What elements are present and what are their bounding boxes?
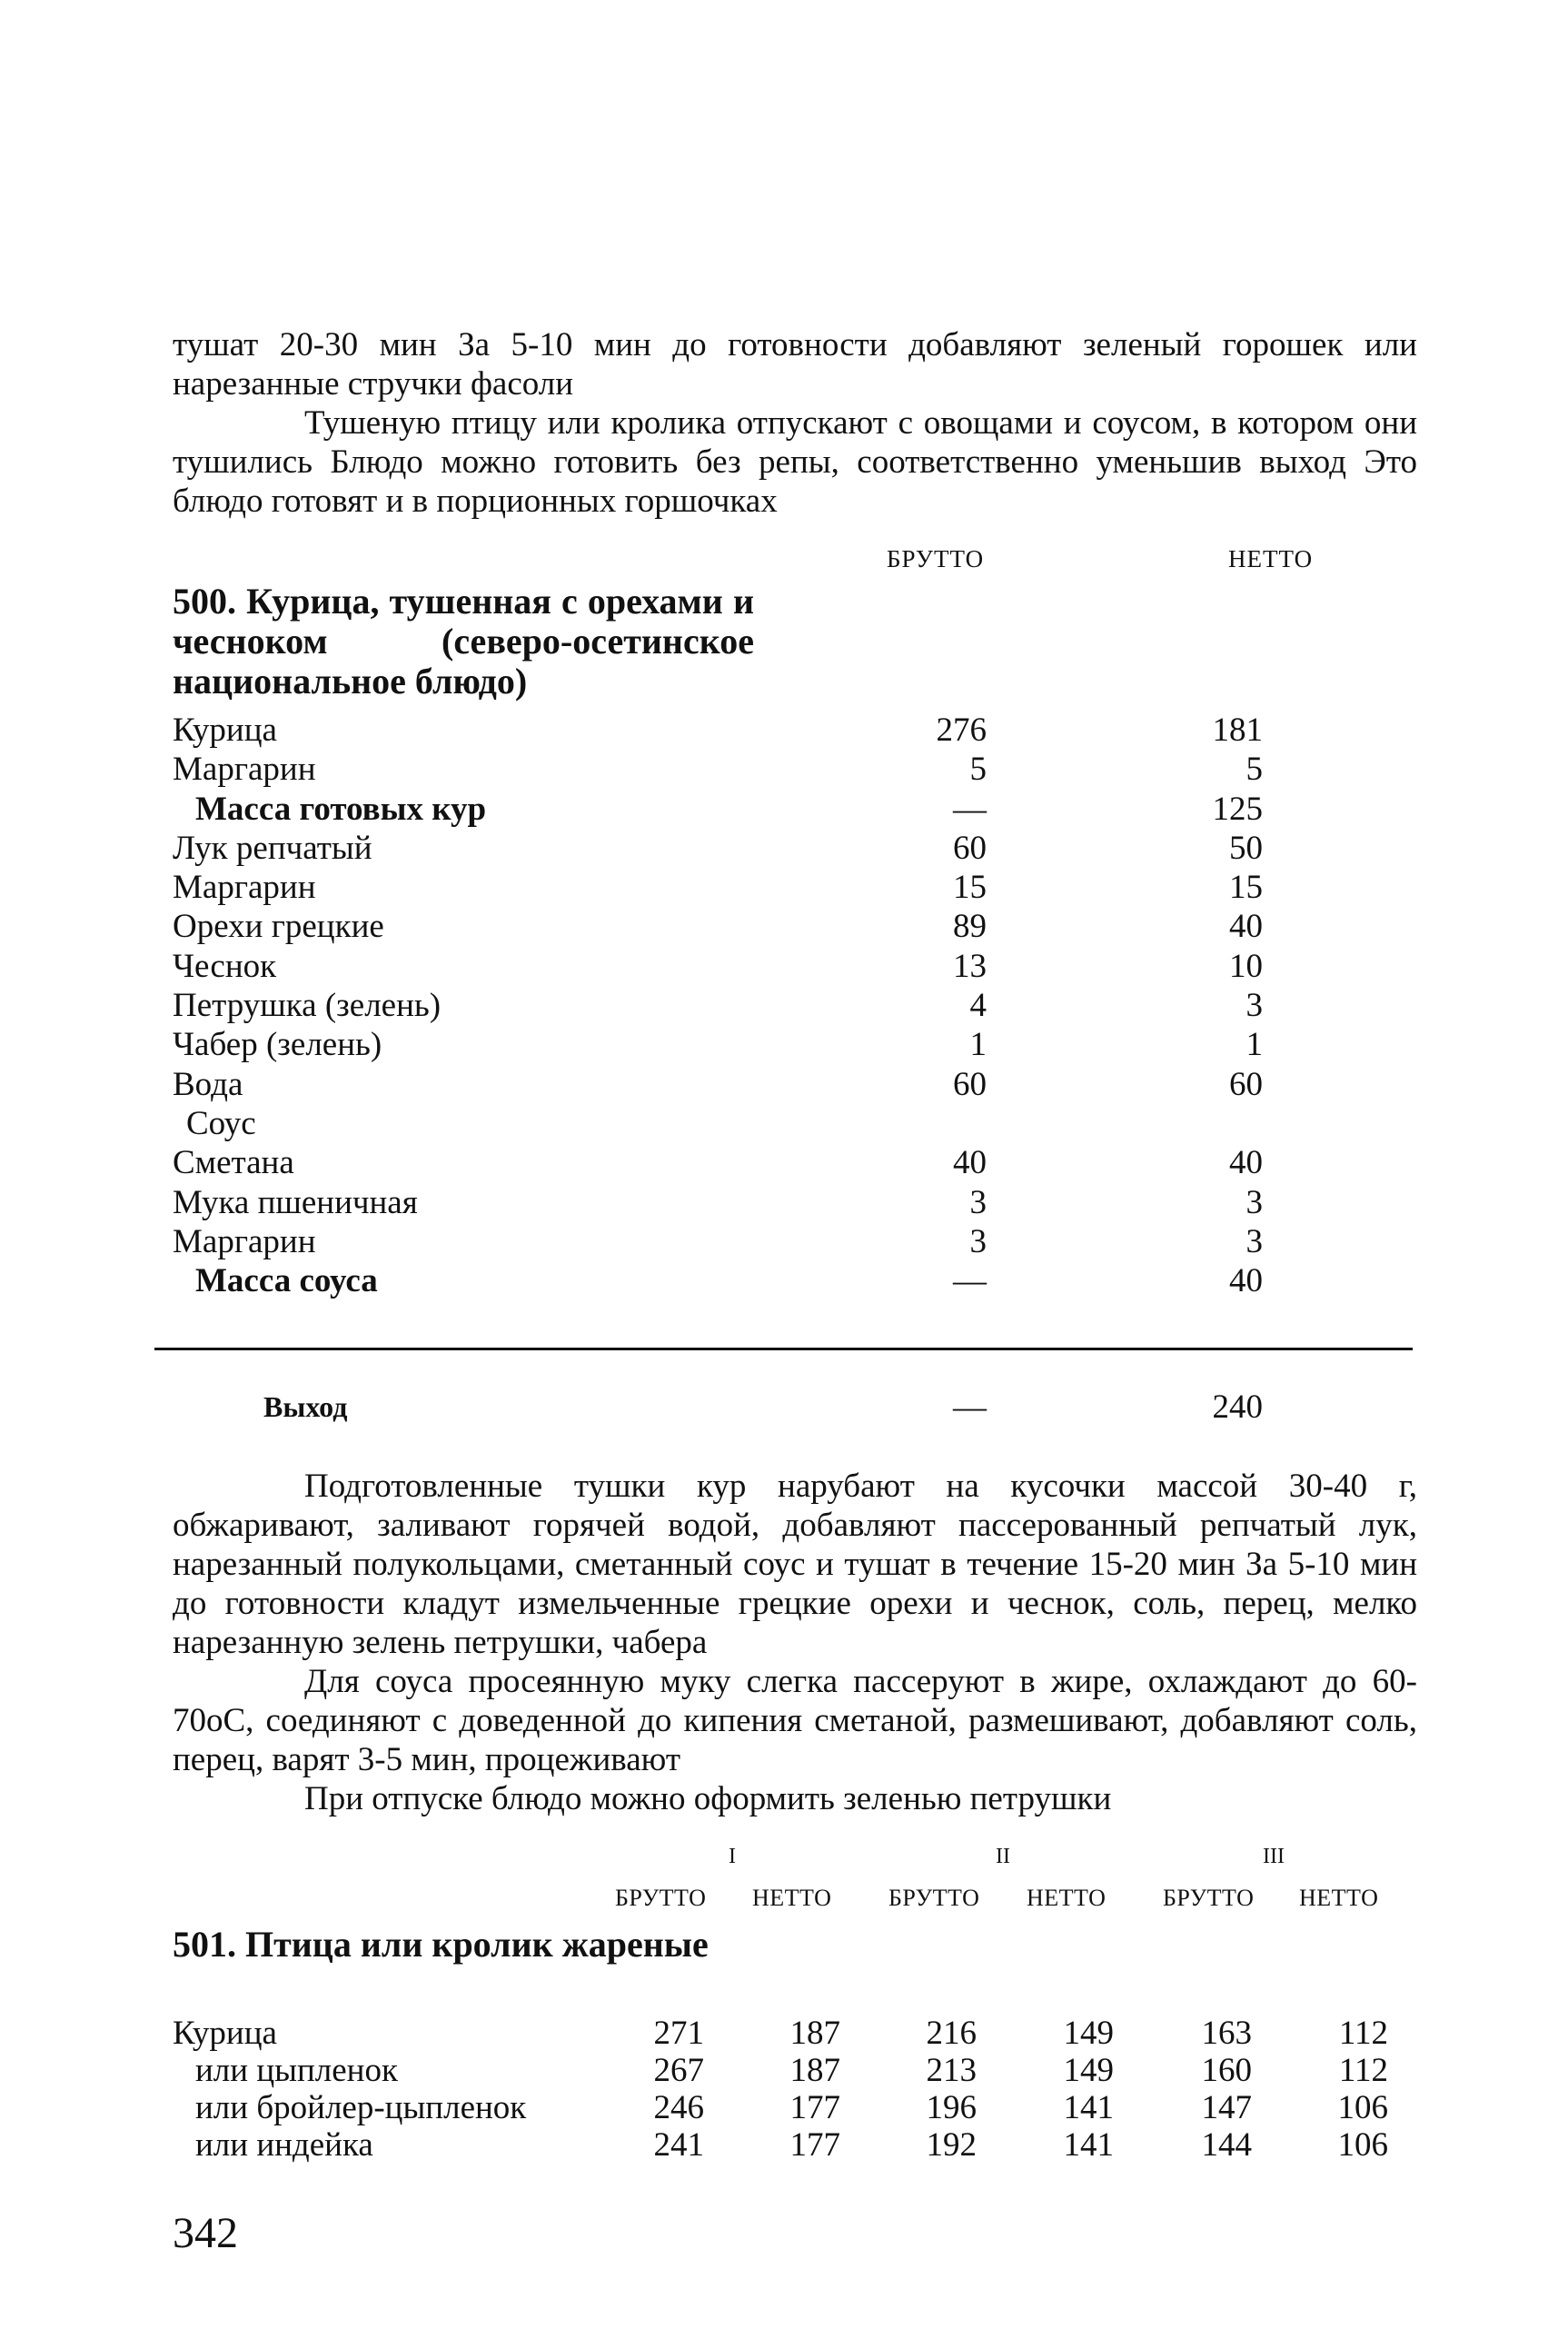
column-header-brutto-1: БРУТТО — [615, 1885, 707, 1911]
column-header-netto: НЕТТО — [1228, 545, 1314, 572]
brutto-value: 160 — [1201, 2052, 1252, 2089]
table-divider — [154, 1348, 1413, 1350]
brutto-value: 147 — [1201, 2089, 1252, 2126]
column-header-netto-1: НЕТТО — [752, 1885, 832, 1911]
ingredient-name: Маргарин — [173, 869, 316, 907]
table-row — [173, 1104, 1417, 1143]
yield-brutto: — — [953, 1388, 987, 1426]
brutto-value: 89 — [953, 908, 987, 946]
brutto-value: 3 — [969, 1183, 987, 1221]
brutto-value: 144 — [1201, 2126, 1252, 2164]
brutto-value: 5 — [969, 751, 987, 789]
ingredient-table — [173, 2015, 1417, 2164]
table-row — [173, 868, 1417, 907]
brutto-value: 60 — [953, 1065, 987, 1103]
page-number: 342 — [173, 2209, 238, 2257]
netto-value: 3 — [1245, 1222, 1263, 1260]
brutto-value: 241 — [653, 2126, 704, 2164]
netto-value: 177 — [789, 2126, 840, 2164]
table-row — [173, 1025, 1417, 1064]
group-label-1: I — [729, 1845, 736, 1868]
brutto-value: 60 — [953, 829, 987, 867]
brutto-value: 216 — [926, 2015, 977, 2052]
ingredient-name: Курица — [173, 2015, 277, 2052]
netto-value: 40 — [1229, 1262, 1263, 1300]
brutto-value: 15 — [953, 869, 987, 907]
intro-paragraph-1: тушат 20-30 мин За 5-10 мин до готовности добавляют зеленый горошек или нарезанные стручки фасоли — [173, 326, 1417, 403]
ingredient-name: Маргарин — [173, 751, 316, 789]
ingredient-name: или индейка — [195, 2126, 373, 2164]
ingredient-name: Курица — [173, 712, 277, 749]
group-label-3: III — [1263, 1845, 1285, 1868]
brutto-value: 271 — [653, 2015, 704, 2052]
column-header-brutto-3: БРУТТО — [1163, 1885, 1255, 1911]
column-header-brutto-2: БРУТТО — [888, 1885, 980, 1911]
group-label-2: II — [996, 1845, 1010, 1868]
netto-value: 5 — [1245, 751, 1263, 789]
netto-value: 60 — [1229, 1065, 1263, 1103]
brutto-value: 276 — [936, 712, 987, 749]
ingredient-name: Соус — [186, 1104, 256, 1142]
brutto-value: 196 — [926, 2089, 977, 2126]
netto-value: 106 — [1337, 2126, 1388, 2164]
ingredient-name: Масса соуса — [195, 1262, 378, 1300]
yield-label: Выход — [263, 1390, 348, 1423]
netto-value: 149 — [1063, 2015, 1114, 2052]
column-header-netto-2: НЕТТО — [1027, 1885, 1107, 1911]
brutto-value: 213 — [926, 2052, 977, 2089]
brutto-value: 192 — [926, 2126, 977, 2164]
netto-value: 40 — [1229, 1144, 1263, 1182]
netto-value: 112 — [1338, 2052, 1388, 2089]
table-row — [173, 986, 1417, 1025]
ingredient-name: Вода — [173, 1065, 243, 1103]
netto-value: 3 — [1245, 987, 1263, 1025]
column-header-brutto: БРУТТО — [887, 545, 985, 572]
netto-value: 106 — [1337, 2089, 1388, 2126]
netto-value: 15 — [1229, 869, 1263, 907]
ingredient-name: Чеснок — [173, 947, 277, 985]
brutto-value: — — [953, 790, 987, 828]
ingredient-table — [173, 711, 1417, 1300]
table-row — [173, 2015, 1417, 2052]
table-row — [173, 2126, 1417, 2164]
netto-value: 181 — [1212, 712, 1263, 749]
table-row — [173, 790, 1417, 829]
intro-text — [173, 325, 1417, 521]
brutto-value: 4 — [969, 987, 987, 1025]
method-paragraph-2: Для соуса просеянную муку слегка пассеруют в жире, охлаждают до 60-70оС, соединяют с доведенной до кипения сметаной, размешивают, добавляют соль, перец, варят 3-5 мин, процеживают — [173, 1663, 1417, 1778]
brutto-value: 1 — [969, 1026, 987, 1064]
table-row — [173, 1183, 1417, 1222]
ingredient-name: Орехи грецкие — [173, 908, 384, 946]
table-row — [173, 1222, 1417, 1261]
table-row — [173, 907, 1417, 946]
ingredient-name: Масса готовых кур — [195, 790, 487, 828]
brutto-value: 267 — [653, 2052, 704, 2089]
table-row — [173, 1261, 1417, 1300]
ingredient-name: или бройлер-цыпленок — [195, 2089, 527, 2126]
ingredient-name: Мука пшеничная — [173, 1183, 418, 1221]
intro-paragraph-2: Тушеную птицу или кролика отпускают с овощами и соусом, в котором они тушились Блюдо можно готовить без репы, соответственно уменьшив выход Это блюдо готовят и в порционных горшочках — [173, 404, 1417, 520]
table-row — [173, 750, 1417, 789]
netto-value: 149 — [1063, 2052, 1114, 2089]
netto-value: 187 — [789, 2052, 840, 2089]
netto-value: 141 — [1063, 2126, 1114, 2164]
table-row — [173, 1065, 1417, 1104]
method-text — [173, 1467, 1417, 1818]
brutto-value: 246 — [653, 2089, 704, 2126]
table-row — [173, 947, 1417, 986]
recipe-title: 500. Курица, тушенная с орехами и чесноком (северо-осетинское национальное блюдо) — [173, 581, 754, 702]
brutto-value: — — [953, 1262, 987, 1300]
ingredient-name: Маргарин — [173, 1222, 316, 1260]
yield-netto: 240 — [1212, 1388, 1263, 1426]
brutto-value: 3 — [969, 1222, 987, 1260]
netto-value: 10 — [1229, 947, 1263, 985]
method-paragraph-3: При отпуске блюдо можно оформить зеленью петрушки — [304, 1780, 1112, 1817]
netto-value: 141 — [1063, 2089, 1114, 2126]
table-row — [173, 829, 1417, 868]
ingredient-name: или цыпленок — [195, 2052, 398, 2089]
netto-value: 1 — [1245, 1026, 1263, 1064]
column-header-netto-3: НЕТТО — [1299, 1885, 1379, 1911]
brutto-value: 163 — [1201, 2015, 1252, 2052]
netto-value: 3 — [1245, 1183, 1263, 1221]
table-row — [173, 2089, 1417, 2126]
netto-value: 187 — [789, 2015, 840, 2052]
ingredient-name: Чабер (зелень) — [173, 1026, 382, 1064]
recipe-title: 501. Птица или кролик жареные — [173, 1924, 709, 1965]
netto-value: 112 — [1338, 2015, 1388, 2052]
netto-value: 40 — [1229, 908, 1263, 946]
netto-value: 50 — [1229, 829, 1263, 867]
ingredient-name: Петрушка (зелень) — [173, 987, 442, 1025]
ingredient-name: Лук репчатый — [173, 829, 372, 867]
table-row — [173, 2052, 1417, 2089]
netto-value: 177 — [789, 2089, 840, 2126]
table-row — [173, 1143, 1417, 1182]
netto-value: 125 — [1212, 790, 1263, 828]
ingredient-name: Сметана — [173, 1144, 294, 1182]
brutto-value: 13 — [953, 947, 987, 985]
method-paragraph-1: Подготовленные тушки кур нарубают на кусочки массой 30-40 г, обжаривают, заливают горячей водой, добавляют пассерованный репчатый лук, нарезанный полукольцами, сметанный соус и тушат в течение 15-20 мин За 5-10 мин до готовности кладут измельченные грецкие орехи и чеснок, соль, перец, мелко нарезанную зелень петрушки, чабера — [173, 1468, 1417, 1661]
table-row — [173, 711, 1417, 750]
brutto-value: 40 — [953, 1144, 987, 1182]
